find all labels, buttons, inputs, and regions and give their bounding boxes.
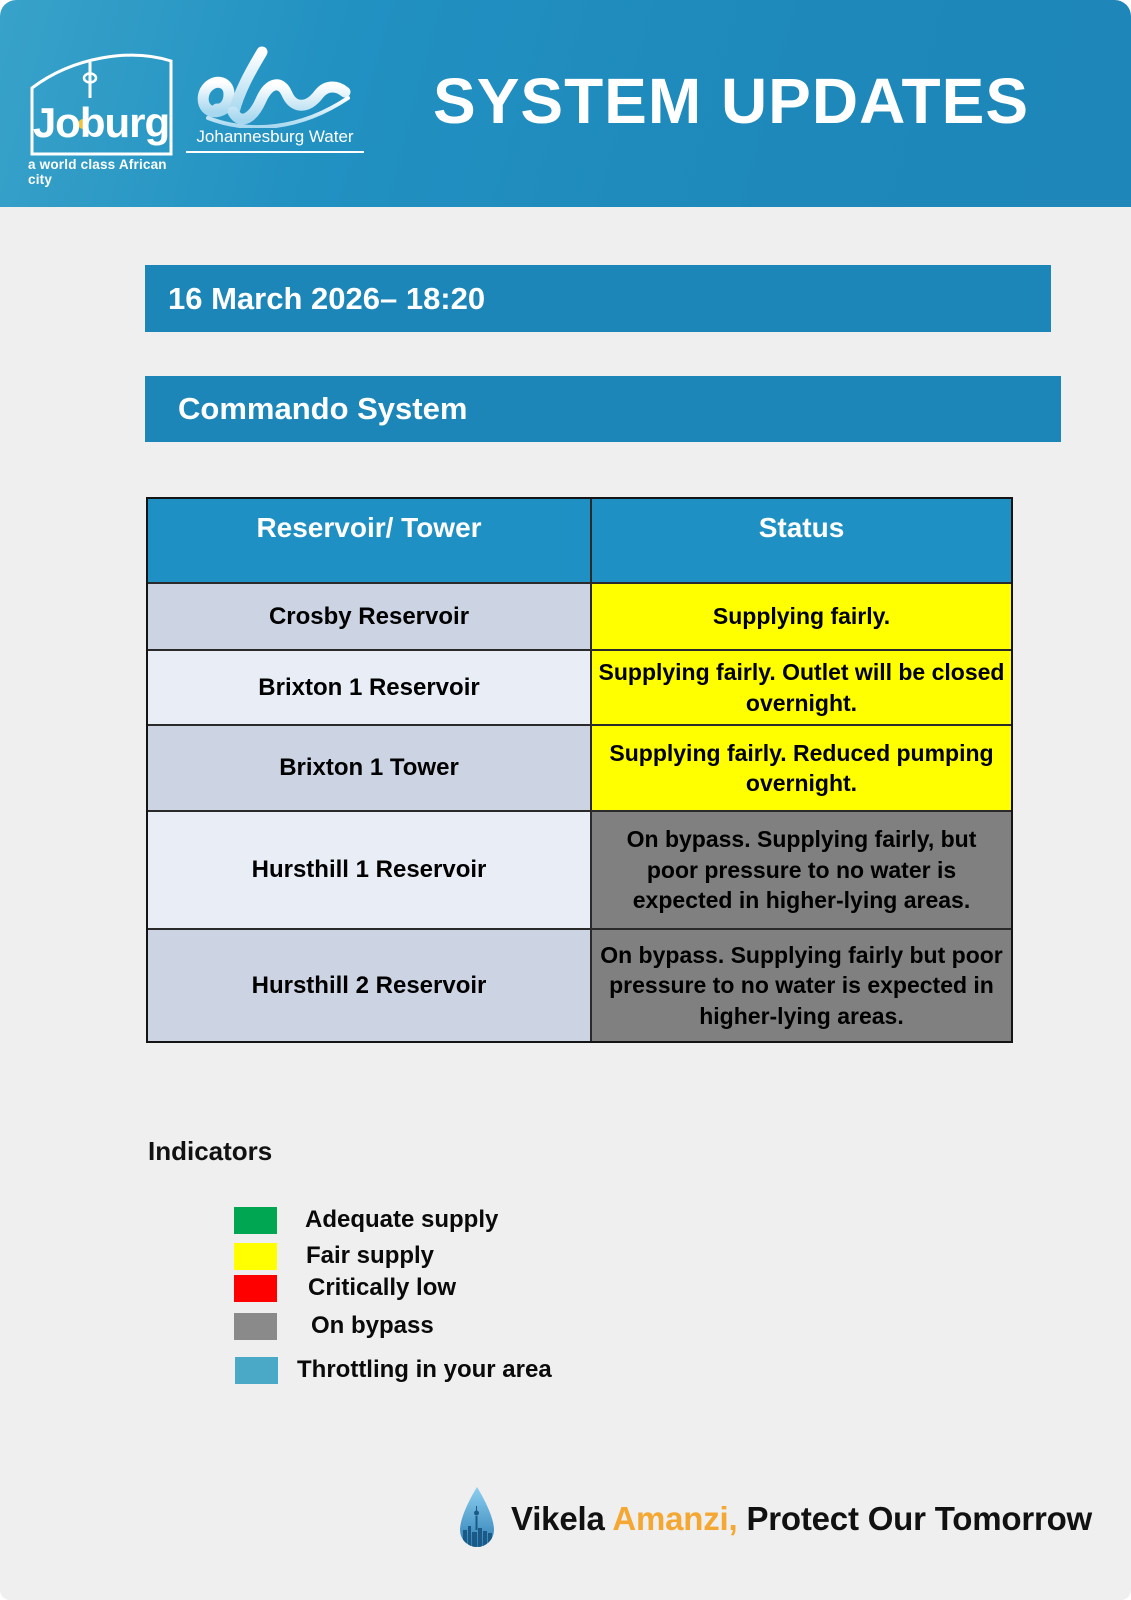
legend-item bbox=[234, 1312, 434, 1340]
reservoir-name: Hursthill 1 Reservoir bbox=[148, 812, 592, 928]
legend-item bbox=[235, 1356, 552, 1384]
status-cell: Supplying fairly. Outlet will be closed overnight. bbox=[592, 651, 1011, 724]
page-title: SYSTEM UPDATES bbox=[433, 65, 1029, 137]
joburg-tagline: a world class African city bbox=[28, 157, 167, 187]
legend-label: Critically low bbox=[308, 1274, 457, 1301]
jw-logo-label: Johannesburg Water bbox=[186, 127, 364, 153]
legend-label: Adequate supply bbox=[305, 1206, 499, 1233]
legend-label: Fair supply bbox=[306, 1242, 435, 1269]
legend-label: Throttling in your area bbox=[297, 1356, 552, 1383]
reservoir-name: Crosby Reservoir bbox=[148, 584, 592, 649]
slogan-part-2: Protect Our Tomorrow bbox=[737, 1500, 1093, 1537]
reservoir-name: Hursthill 2 Reservoir bbox=[148, 930, 592, 1041]
system-name-bar: Commando System bbox=[145, 376, 1061, 442]
legend-item bbox=[234, 1274, 456, 1302]
column-header-reservoir: Reservoir/ Tower bbox=[148, 499, 592, 582]
throttling-swatch bbox=[235, 1357, 278, 1384]
fair-supply-swatch bbox=[234, 1243, 277, 1270]
column-header-status: Status bbox=[592, 499, 1011, 582]
table-row bbox=[148, 649, 1011, 724]
status-cell: On bypass. Supplying fairly, but poor pressure to no water is expected in higher-lying areas. bbox=[592, 812, 1011, 928]
status-cell: Supplying fairly. bbox=[592, 584, 1011, 649]
slogan-text bbox=[511, 1500, 1092, 1538]
water-wave-icon bbox=[188, 46, 364, 128]
footer-slogan bbox=[455, 1484, 1092, 1554]
legend-label: On bypass bbox=[311, 1312, 434, 1339]
on-bypass-swatch bbox=[234, 1313, 277, 1340]
slogan-accent: Amanzi, bbox=[612, 1500, 738, 1537]
critically-low-swatch bbox=[234, 1275, 277, 1302]
indicators-heading: Indicators bbox=[148, 1136, 273, 1166]
table-row bbox=[148, 928, 1011, 1041]
reservoir-status-table bbox=[146, 497, 1013, 1043]
adequate-supply-swatch bbox=[234, 1207, 277, 1234]
table-row bbox=[148, 810, 1011, 928]
joburg-logo-text: Joburg bbox=[32, 99, 170, 146]
header-banner bbox=[0, 0, 1131, 207]
table-row bbox=[148, 724, 1011, 810]
joburg-logo bbox=[28, 40, 175, 158]
reservoir-name: Brixton 1 Tower bbox=[148, 726, 592, 810]
legend-item bbox=[234, 1242, 434, 1270]
reservoir-name: Brixton 1 Reservoir bbox=[148, 651, 592, 724]
status-cell: On bypass. Supplying fairly but poor pressure to no water is expected in higher-lying areas. bbox=[592, 930, 1011, 1041]
date-bar: 16 March 2026– 18:20 bbox=[145, 265, 1051, 332]
status-cell: Supplying fairly. Reduced pumping overnight. bbox=[592, 726, 1011, 810]
table-row bbox=[148, 582, 1011, 649]
slogan-part-1: Vikela bbox=[511, 1500, 613, 1537]
table-header-row bbox=[148, 499, 1011, 582]
legend-item bbox=[234, 1206, 498, 1234]
water-drop-icon bbox=[455, 1484, 499, 1554]
